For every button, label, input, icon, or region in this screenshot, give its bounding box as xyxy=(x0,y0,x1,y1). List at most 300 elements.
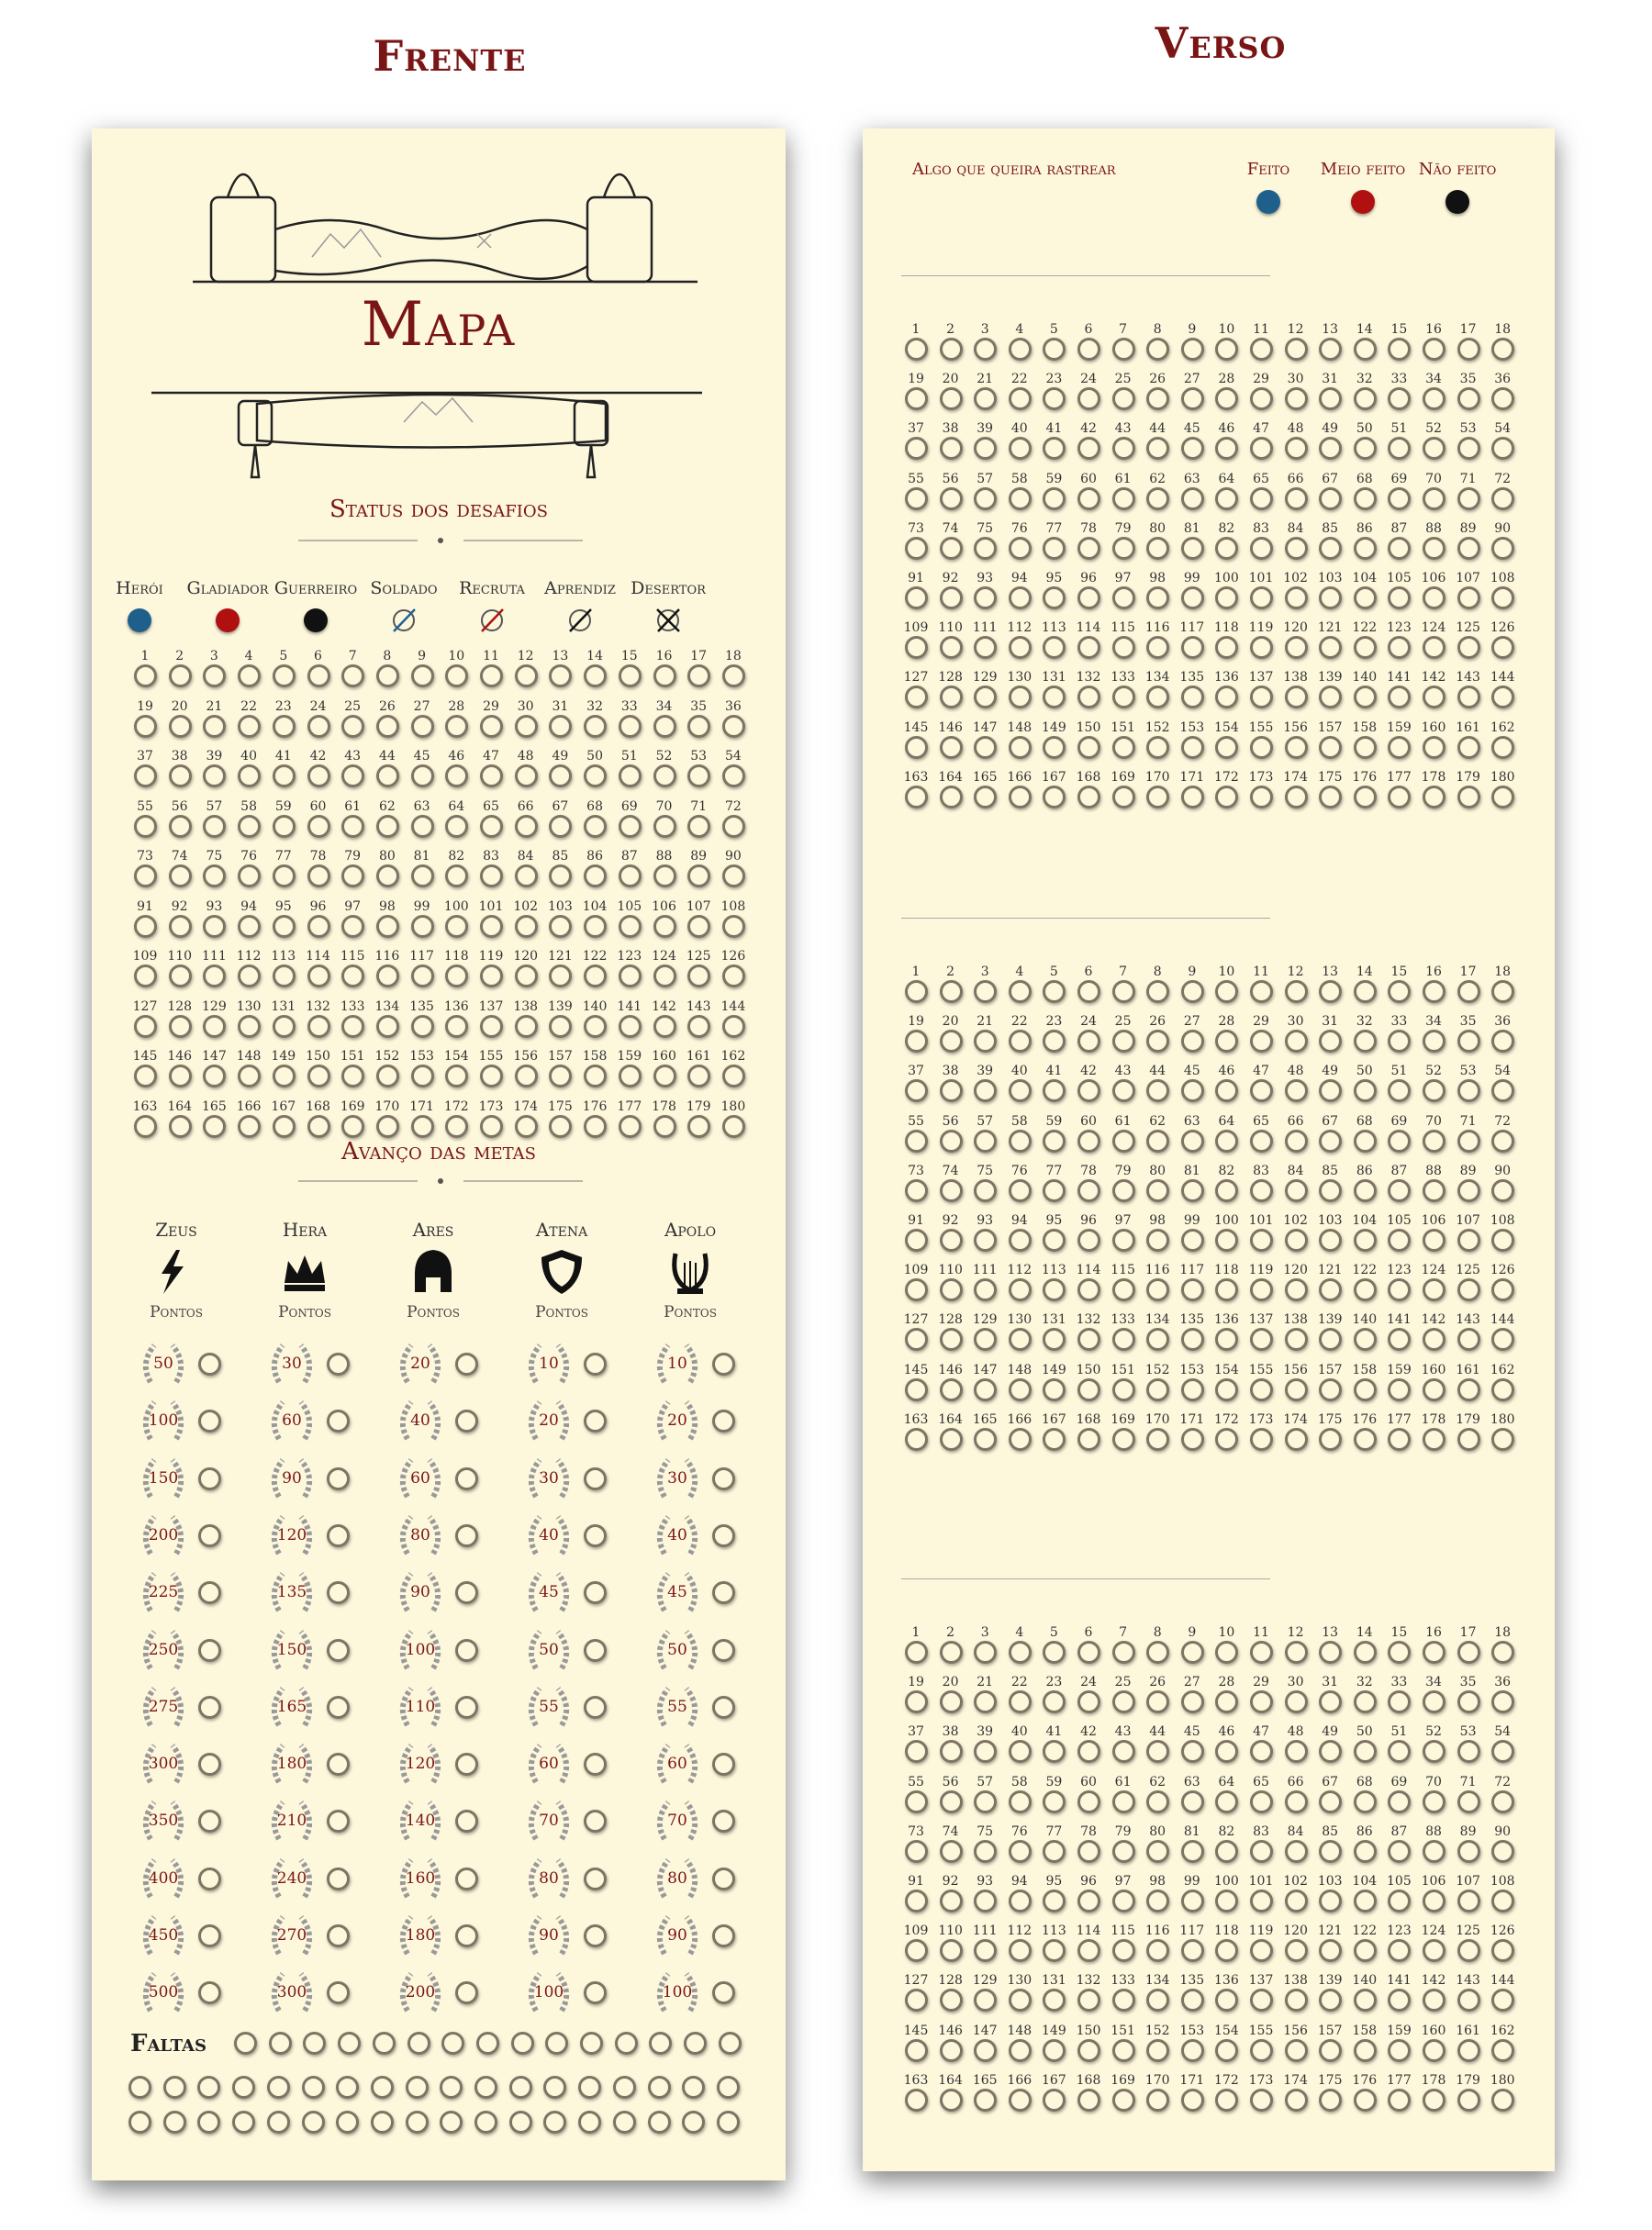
grid-checkbox[interactable] xyxy=(169,964,192,987)
falta-checkbox[interactable] xyxy=(613,2076,636,2099)
grid-checkbox[interactable] xyxy=(1319,1989,1342,2012)
grid-checkbox[interactable] xyxy=(905,1378,928,1401)
grid-checkbox[interactable] xyxy=(1250,1790,1273,1813)
grid-checkbox[interactable] xyxy=(1423,1130,1446,1153)
grid-checkbox[interactable] xyxy=(1112,1428,1135,1451)
grid-checkbox[interactable] xyxy=(1319,1179,1342,1202)
grid-checkbox[interactable] xyxy=(1388,1328,1411,1351)
grid-checkbox[interactable] xyxy=(1077,1179,1100,1202)
grid-checkbox[interactable] xyxy=(905,338,928,361)
falta-checkbox[interactable] xyxy=(232,2076,255,2099)
grid-checkbox[interactable] xyxy=(549,864,572,887)
grid-checkbox[interactable] xyxy=(1285,980,1308,1003)
grid-checkbox[interactable] xyxy=(1250,686,1273,708)
grid-checkbox[interactable] xyxy=(1491,1740,1514,1763)
grid-checkbox[interactable] xyxy=(1009,1641,1032,1664)
grid-checkbox[interactable] xyxy=(1215,1079,1238,1102)
grid-checkbox[interactable] xyxy=(1009,387,1032,410)
grid-checkbox[interactable] xyxy=(1285,1130,1308,1153)
grid-checkbox[interactable] xyxy=(619,664,642,687)
grid-checkbox[interactable] xyxy=(169,1015,192,1038)
grid-checkbox[interactable] xyxy=(1077,1278,1100,1301)
goal-checkbox[interactable] xyxy=(712,1810,735,1833)
grid-checkbox[interactable] xyxy=(1285,1278,1308,1301)
grid-checkbox[interactable] xyxy=(1354,1740,1377,1763)
falta-checkbox[interactable] xyxy=(543,2076,566,2099)
goal-checkbox[interactable] xyxy=(198,1868,221,1890)
grid-checkbox[interactable] xyxy=(1112,1179,1135,1202)
goal-checkbox[interactable] xyxy=(584,1696,607,1719)
grid-checkbox[interactable] xyxy=(940,1740,963,1763)
grid-checkbox[interactable] xyxy=(1354,1989,1377,2012)
grid-checkbox[interactable] xyxy=(1388,437,1411,460)
grid-checkbox[interactable] xyxy=(1146,586,1169,609)
grid-checkbox[interactable] xyxy=(1112,1641,1135,1664)
grid-checkbox[interactable] xyxy=(1388,1130,1411,1153)
goal-checkbox[interactable] xyxy=(198,1467,221,1490)
grid-checkbox[interactable] xyxy=(1181,636,1204,659)
grid-checkbox[interactable] xyxy=(1215,1790,1238,1813)
grid-checkbox[interactable] xyxy=(1423,1790,1446,1813)
grid-checkbox[interactable] xyxy=(1215,2039,1238,2062)
grid-checkbox[interactable] xyxy=(905,1428,928,1451)
grid-checkbox[interactable] xyxy=(1215,1939,1238,1962)
grid-checkbox[interactable] xyxy=(1319,387,1342,410)
grid-checkbox[interactable] xyxy=(1319,1328,1342,1351)
grid-checkbox[interactable] xyxy=(687,1015,710,1038)
grid-checkbox[interactable] xyxy=(169,1115,192,1138)
grid-checkbox[interactable] xyxy=(1319,1030,1342,1053)
grid-checkbox[interactable] xyxy=(619,715,642,738)
grid-checkbox[interactable] xyxy=(940,980,963,1003)
grid-checkbox[interactable] xyxy=(974,1378,997,1401)
grid-checkbox[interactable] xyxy=(1112,786,1135,808)
grid-checkbox[interactable] xyxy=(1285,586,1308,609)
grid-checkbox[interactable] xyxy=(1043,636,1066,659)
grid-checkbox[interactable] xyxy=(238,964,261,987)
grid-checkbox[interactable] xyxy=(1457,1790,1480,1813)
grid-checkbox[interactable] xyxy=(1009,437,1032,460)
grid-checkbox[interactable] xyxy=(1043,1428,1066,1451)
grid-checkbox[interactable] xyxy=(974,686,997,708)
grid-checkbox[interactable] xyxy=(584,964,607,987)
goal-checkbox[interactable] xyxy=(198,1410,221,1433)
grid-checkbox[interactable] xyxy=(307,664,330,687)
grid-checkbox[interactable] xyxy=(940,2089,963,2112)
falta-checkbox[interactable] xyxy=(615,2032,638,2055)
grid-checkbox[interactable] xyxy=(1250,2089,1273,2112)
grid-checkbox[interactable] xyxy=(1146,1278,1169,1301)
grid-checkbox[interactable] xyxy=(1423,1378,1446,1401)
grid-checkbox[interactable] xyxy=(1457,537,1480,560)
grid-checkbox[interactable] xyxy=(1043,586,1066,609)
grid-checkbox[interactable] xyxy=(1250,1179,1273,1202)
grid-checkbox[interactable] xyxy=(1491,1030,1514,1053)
grid-checkbox[interactable] xyxy=(584,1115,607,1138)
grid-checkbox[interactable] xyxy=(1077,1939,1100,1962)
grid-checkbox[interactable] xyxy=(238,815,261,838)
grid-checkbox[interactable] xyxy=(1457,1890,1480,1912)
grid-checkbox[interactable] xyxy=(169,1065,192,1087)
grid-checkbox[interactable] xyxy=(1388,338,1411,361)
grid-checkbox[interactable] xyxy=(1423,1641,1446,1664)
grid-checkbox[interactable] xyxy=(1491,1179,1514,1202)
grid-checkbox[interactable] xyxy=(940,487,963,510)
grid-checkbox[interactable] xyxy=(687,664,710,687)
grid-checkbox[interactable] xyxy=(1319,686,1342,708)
grid-checkbox[interactable] xyxy=(653,915,676,938)
grid-checkbox[interactable] xyxy=(1077,1790,1100,1813)
grid-checkbox[interactable] xyxy=(1354,1278,1377,1301)
grid-checkbox[interactable] xyxy=(584,864,607,887)
goal-checkbox[interactable] xyxy=(327,1810,350,1833)
grid-checkbox[interactable] xyxy=(273,764,296,787)
grid-checkbox[interactable] xyxy=(974,980,997,1003)
grid-checkbox[interactable] xyxy=(1112,487,1135,510)
grid-checkbox[interactable] xyxy=(1354,1328,1377,1351)
grid-checkbox[interactable] xyxy=(1457,387,1480,410)
grid-checkbox[interactable] xyxy=(238,864,261,887)
grid-checkbox[interactable] xyxy=(974,736,997,759)
grid-checkbox[interactable] xyxy=(974,437,997,460)
grid-checkbox[interactable] xyxy=(1319,1939,1342,1962)
grid-checkbox[interactable] xyxy=(905,537,928,560)
grid-checkbox[interactable] xyxy=(1215,1989,1238,2012)
grid-checkbox[interactable] xyxy=(169,715,192,738)
grid-checkbox[interactable] xyxy=(1112,1840,1135,1863)
grid-checkbox[interactable] xyxy=(1215,586,1238,609)
goal-checkbox[interactable] xyxy=(584,1981,607,2004)
grid-checkbox[interactable] xyxy=(1112,586,1135,609)
grid-checkbox[interactable] xyxy=(1009,1790,1032,1813)
grid-checkbox[interactable] xyxy=(1077,1428,1100,1451)
grid-checkbox[interactable] xyxy=(1043,1030,1066,1053)
grid-checkbox[interactable] xyxy=(1423,1840,1446,1863)
grid-checkbox[interactable] xyxy=(1043,1378,1066,1401)
grid-checkbox[interactable] xyxy=(1112,980,1135,1003)
grid-checkbox[interactable] xyxy=(1388,1378,1411,1401)
grid-checkbox[interactable] xyxy=(974,1740,997,1763)
grid-checkbox[interactable] xyxy=(1250,1890,1273,1912)
goal-checkbox[interactable] xyxy=(712,1924,735,1947)
goal-checkbox[interactable] xyxy=(455,1639,478,1662)
grid-checkbox[interactable] xyxy=(376,815,399,838)
grid-checkbox[interactable] xyxy=(1388,1740,1411,1763)
grid-checkbox[interactable] xyxy=(1181,1278,1204,1301)
grid-checkbox[interactable] xyxy=(1388,1840,1411,1863)
grid-checkbox[interactable] xyxy=(1491,1890,1514,1912)
goal-checkbox[interactable] xyxy=(584,1924,607,1947)
grid-checkbox[interactable] xyxy=(1112,636,1135,659)
grid-checkbox[interactable] xyxy=(307,864,330,887)
grid-checkbox[interactable] xyxy=(1112,1740,1135,1763)
grid-checkbox[interactable] xyxy=(1319,1890,1342,1912)
grid-checkbox[interactable] xyxy=(1319,736,1342,759)
grid-checkbox[interactable] xyxy=(1043,1840,1066,1863)
grid-checkbox[interactable] xyxy=(1388,487,1411,510)
goal-checkbox[interactable] xyxy=(712,1981,735,2004)
grid-checkbox[interactable] xyxy=(940,2039,963,2062)
grid-checkbox[interactable] xyxy=(1457,636,1480,659)
falta-checkbox[interactable] xyxy=(545,2032,568,2055)
grid-checkbox[interactable] xyxy=(1112,1989,1135,2012)
grid-checkbox[interactable] xyxy=(905,1229,928,1252)
grid-checkbox[interactable] xyxy=(653,1015,676,1038)
falta-checkbox[interactable] xyxy=(648,2111,671,2134)
grid-checkbox[interactable] xyxy=(203,964,226,987)
grid-checkbox[interactable] xyxy=(905,980,928,1003)
grid-checkbox[interactable] xyxy=(1388,1030,1411,1053)
grid-checkbox[interactable] xyxy=(1285,736,1308,759)
grid-checkbox[interactable] xyxy=(1215,1030,1238,1053)
grid-checkbox[interactable] xyxy=(1009,1378,1032,1401)
grid-checkbox[interactable] xyxy=(1181,1229,1204,1252)
grid-checkbox[interactable] xyxy=(1285,636,1308,659)
grid-checkbox[interactable] xyxy=(134,1015,157,1038)
grid-checkbox[interactable] xyxy=(974,786,997,808)
grid-checkbox[interactable] xyxy=(1215,2089,1238,2112)
goal-checkbox[interactable] xyxy=(327,1581,350,1604)
grid-checkbox[interactable] xyxy=(1354,2089,1377,2112)
grid-checkbox[interactable] xyxy=(1354,1790,1377,1813)
grid-checkbox[interactable] xyxy=(1077,1840,1100,1863)
grid-checkbox[interactable] xyxy=(1250,1989,1273,2012)
grid-checkbox[interactable] xyxy=(549,964,572,987)
grid-checkbox[interactable] xyxy=(445,864,468,887)
grid-checkbox[interactable] xyxy=(1043,1079,1066,1102)
grid-checkbox[interactable] xyxy=(1457,1989,1480,2012)
grid-checkbox[interactable] xyxy=(515,664,538,687)
grid-checkbox[interactable] xyxy=(974,1328,997,1351)
goal-checkbox[interactable] xyxy=(455,1696,478,1719)
grid-checkbox[interactable] xyxy=(1457,1840,1480,1863)
grid-checkbox[interactable] xyxy=(687,815,710,838)
grid-checkbox[interactable] xyxy=(549,664,572,687)
grid-checkbox[interactable] xyxy=(1388,980,1411,1003)
grid-checkbox[interactable] xyxy=(584,915,607,938)
grid-checkbox[interactable] xyxy=(1354,1840,1377,1863)
grid-checkbox[interactable] xyxy=(653,964,676,987)
grid-checkbox[interactable] xyxy=(1285,1790,1308,1813)
grid-checkbox[interactable] xyxy=(940,736,963,759)
grid-checkbox[interactable] xyxy=(1250,537,1273,560)
goal-checkbox[interactable] xyxy=(327,1410,350,1433)
grid-checkbox[interactable] xyxy=(1491,736,1514,759)
falta-checkbox[interactable] xyxy=(128,2111,151,2134)
grid-checkbox[interactable] xyxy=(1181,1641,1204,1664)
grid-checkbox[interactable] xyxy=(1009,1179,1032,1202)
grid-checkbox[interactable] xyxy=(687,864,710,887)
goal-checkbox[interactable] xyxy=(327,1353,350,1376)
grid-checkbox[interactable] xyxy=(653,764,676,787)
grid-checkbox[interactable] xyxy=(1181,2089,1204,2112)
falta-checkbox[interactable] xyxy=(440,2076,463,2099)
grid-checkbox[interactable] xyxy=(1215,338,1238,361)
grid-checkbox[interactable] xyxy=(445,1065,468,1087)
goal-checkbox[interactable] xyxy=(584,1868,607,1890)
grid-checkbox[interactable] xyxy=(376,764,399,787)
goal-checkbox[interactable] xyxy=(584,1410,607,1433)
grid-checkbox[interactable] xyxy=(1009,1428,1032,1451)
grid-checkbox[interactable] xyxy=(1009,686,1032,708)
grid-checkbox[interactable] xyxy=(905,1641,928,1664)
grid-checkbox[interactable] xyxy=(1146,2039,1169,2062)
goal-checkbox[interactable] xyxy=(198,1639,221,1662)
grid-checkbox[interactable] xyxy=(203,1015,226,1038)
grid-checkbox[interactable] xyxy=(1077,686,1100,708)
grid-checkbox[interactable] xyxy=(940,1989,963,2012)
grid-checkbox[interactable] xyxy=(1354,1079,1377,1102)
grid-checkbox[interactable] xyxy=(411,864,434,887)
grid-checkbox[interactable] xyxy=(1250,487,1273,510)
falta-checkbox[interactable] xyxy=(371,2076,394,2099)
grid-checkbox[interactable] xyxy=(1009,2039,1032,2062)
grid-checkbox[interactable] xyxy=(1112,2039,1135,2062)
grid-checkbox[interactable] xyxy=(1354,1641,1377,1664)
grid-checkbox[interactable] xyxy=(1354,1939,1377,1962)
grid-checkbox[interactable] xyxy=(974,1989,997,2012)
grid-checkbox[interactable] xyxy=(1491,2039,1514,2062)
grid-checkbox[interactable] xyxy=(1457,1641,1480,1664)
grid-checkbox[interactable] xyxy=(1423,1079,1446,1102)
grid-checkbox[interactable] xyxy=(376,715,399,738)
falta-checkbox[interactable] xyxy=(303,2032,326,2055)
grid-checkbox[interactable] xyxy=(905,1740,928,1763)
goal-checkbox[interactable] xyxy=(455,1810,478,1833)
grid-checkbox[interactable] xyxy=(687,1115,710,1138)
falta-checkbox[interactable] xyxy=(406,2111,429,2134)
grid-checkbox[interactable] xyxy=(974,586,997,609)
grid-checkbox[interactable] xyxy=(480,864,503,887)
falta-checkbox[interactable] xyxy=(509,2111,532,2134)
grid-checkbox[interactable] xyxy=(1215,1378,1238,1401)
grid-checkbox[interactable] xyxy=(1077,1378,1100,1401)
grid-checkbox[interactable] xyxy=(1457,487,1480,510)
grid-checkbox[interactable] xyxy=(1285,1229,1308,1252)
grid-checkbox[interactable] xyxy=(722,764,745,787)
grid-checkbox[interactable] xyxy=(1354,338,1377,361)
goal-checkbox[interactable] xyxy=(584,1353,607,1376)
grid-checkbox[interactable] xyxy=(1457,1328,1480,1351)
grid-checkbox[interactable] xyxy=(940,1030,963,1053)
grid-checkbox[interactable] xyxy=(1077,786,1100,808)
grid-checkbox[interactable] xyxy=(411,715,434,738)
grid-checkbox[interactable] xyxy=(1491,636,1514,659)
grid-checkbox[interactable] xyxy=(1043,1179,1066,1202)
grid-checkbox[interactable] xyxy=(1285,1030,1308,1053)
falta-checkbox[interactable] xyxy=(474,2111,497,2134)
grid-checkbox[interactable] xyxy=(1250,1030,1273,1053)
grid-checkbox[interactable] xyxy=(1112,1790,1135,1813)
grid-checkbox[interactable] xyxy=(1354,736,1377,759)
grid-checkbox[interactable] xyxy=(1077,1030,1100,1053)
grid-checkbox[interactable] xyxy=(376,1065,399,1087)
grid-checkbox[interactable] xyxy=(134,964,157,987)
grid-checkbox[interactable] xyxy=(376,664,399,687)
grid-checkbox[interactable] xyxy=(940,1790,963,1813)
grid-checkbox[interactable] xyxy=(1181,338,1204,361)
grid-checkbox[interactable] xyxy=(515,1115,538,1138)
grid-checkbox[interactable] xyxy=(619,1115,642,1138)
grid-checkbox[interactable] xyxy=(411,1115,434,1138)
grid-checkbox[interactable] xyxy=(1423,1428,1446,1451)
grid-checkbox[interactable] xyxy=(940,1378,963,1401)
grid-checkbox[interactable] xyxy=(722,1115,745,1138)
goal-checkbox[interactable] xyxy=(455,1524,478,1547)
grid-checkbox[interactable] xyxy=(1009,980,1032,1003)
falta-checkbox[interactable] xyxy=(509,2076,532,2099)
grid-checkbox[interactable] xyxy=(1146,1328,1169,1351)
grid-checkbox[interactable] xyxy=(1354,2039,1377,2062)
grid-checkbox[interactable] xyxy=(1077,2039,1100,2062)
grid-checkbox[interactable] xyxy=(1077,636,1100,659)
grid-checkbox[interactable] xyxy=(1319,1790,1342,1813)
grid-checkbox[interactable] xyxy=(584,715,607,738)
grid-checkbox[interactable] xyxy=(1388,1890,1411,1912)
grid-checkbox[interactable] xyxy=(515,1065,538,1087)
goal-checkbox[interactable] xyxy=(584,1581,607,1604)
grid-checkbox[interactable] xyxy=(1319,586,1342,609)
grid-checkbox[interactable] xyxy=(341,864,364,887)
grid-checkbox[interactable] xyxy=(445,1115,468,1138)
falta-checkbox[interactable] xyxy=(269,2032,292,2055)
grid-checkbox[interactable] xyxy=(1146,736,1169,759)
grid-checkbox[interactable] xyxy=(1354,636,1377,659)
grid-checkbox[interactable] xyxy=(1250,2039,1273,2062)
grid-checkbox[interactable] xyxy=(1181,686,1204,708)
grid-checkbox[interactable] xyxy=(411,815,434,838)
grid-checkbox[interactable] xyxy=(480,764,503,787)
grid-checkbox[interactable] xyxy=(307,815,330,838)
grid-checkbox[interactable] xyxy=(1319,980,1342,1003)
grid-checkbox[interactable] xyxy=(1423,1690,1446,1713)
grid-checkbox[interactable] xyxy=(905,2039,928,2062)
grid-checkbox[interactable] xyxy=(1285,487,1308,510)
grid-checkbox[interactable] xyxy=(1457,1130,1480,1153)
goal-checkbox[interactable] xyxy=(584,1753,607,1776)
falta-checkbox[interactable] xyxy=(302,2111,325,2134)
grid-checkbox[interactable] xyxy=(1423,537,1446,560)
grid-checkbox[interactable] xyxy=(1112,1328,1135,1351)
grid-checkbox[interactable] xyxy=(1009,1079,1032,1102)
grid-checkbox[interactable] xyxy=(1043,2089,1066,2112)
grid-checkbox[interactable] xyxy=(1146,1690,1169,1713)
grid-checkbox[interactable] xyxy=(1285,1939,1308,1962)
grid-checkbox[interactable] xyxy=(905,1939,928,1962)
grid-checkbox[interactable] xyxy=(1491,1229,1514,1252)
grid-checkbox[interactable] xyxy=(1215,1890,1238,1912)
grid-checkbox[interactable] xyxy=(687,764,710,787)
grid-checkbox[interactable] xyxy=(1043,338,1066,361)
grid-checkbox[interactable] xyxy=(584,764,607,787)
grid-checkbox[interactable] xyxy=(1250,1328,1273,1351)
grid-checkbox[interactable] xyxy=(905,636,928,659)
grid-checkbox[interactable] xyxy=(940,786,963,808)
falta-checkbox[interactable] xyxy=(338,2032,361,2055)
falta-checkbox[interactable] xyxy=(267,2111,290,2134)
grid-checkbox[interactable] xyxy=(974,1840,997,1863)
grid-checkbox[interactable] xyxy=(974,1690,997,1713)
grid-checkbox[interactable] xyxy=(940,1229,963,1252)
grid-checkbox[interactable] xyxy=(1146,437,1169,460)
grid-checkbox[interactable] xyxy=(1181,1740,1204,1763)
grid-checkbox[interactable] xyxy=(905,437,928,460)
grid-checkbox[interactable] xyxy=(1181,1840,1204,1863)
grid-checkbox[interactable] xyxy=(307,915,330,938)
falta-checkbox[interactable] xyxy=(232,2111,255,2134)
grid-checkbox[interactable] xyxy=(1112,387,1135,410)
falta-checkbox[interactable] xyxy=(234,2032,257,2055)
